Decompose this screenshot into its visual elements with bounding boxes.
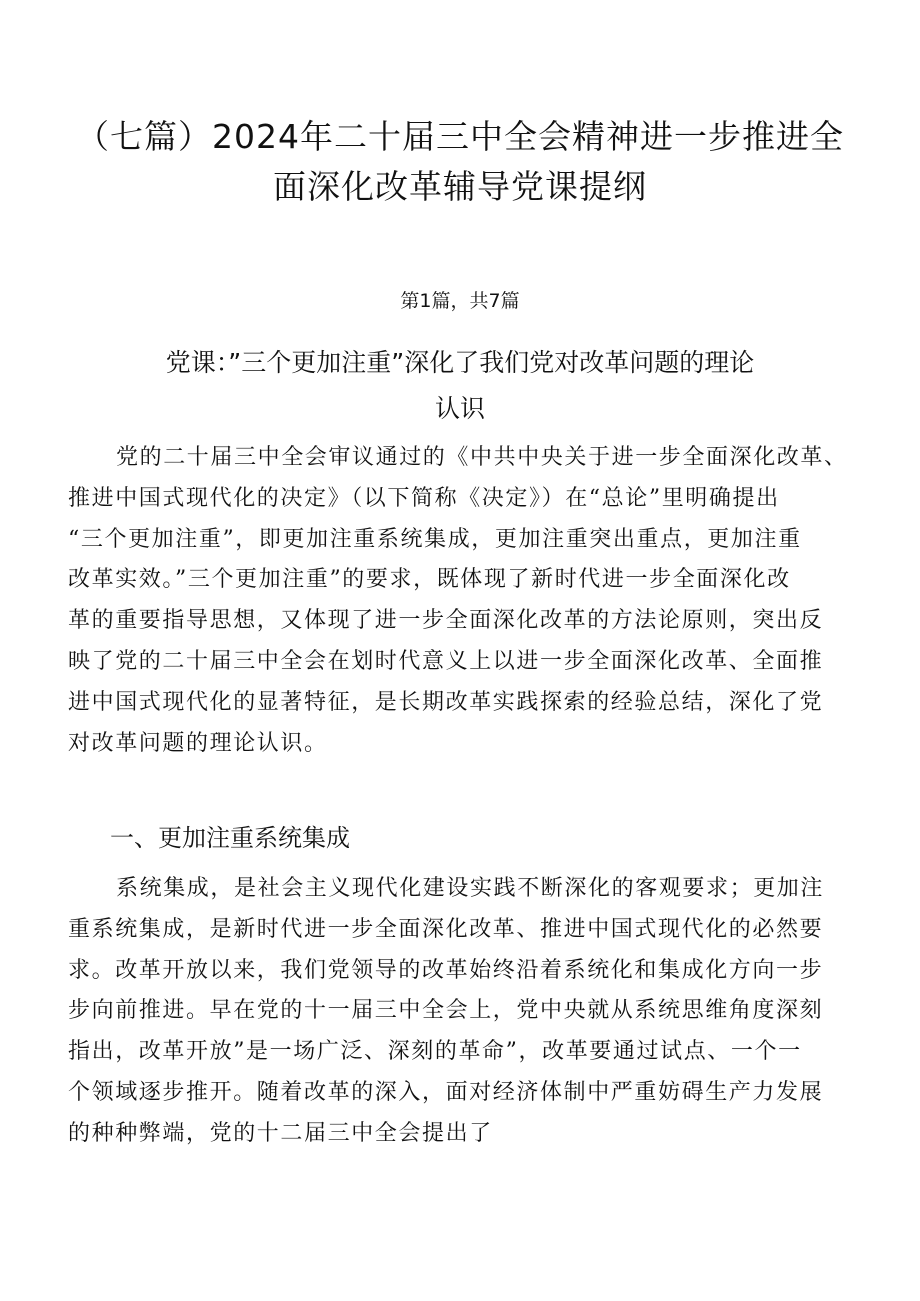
part-label: 第1篇，共7篇 <box>400 290 520 312</box>
paragraph-line: 步向前推进。早在党的十一届三中全会上，党中央就从系统思维角度深刻 <box>68 998 824 1024</box>
paragraph-line: 重系统集成，是新时代进一步全面深化改革、推进中国式现代化的必然要 <box>68 916 824 942</box>
lesson-title-line-1: 党课：”三个更加注重”深化了我们党对改革问题的理论 <box>165 348 755 377</box>
paragraph-intro <box>68 438 858 764</box>
paragraph-line: 求。改革开放以来，我们党领导的改革始终沿着系统化和集成化方向一步 <box>68 957 824 983</box>
paragraph-system-integration <box>68 869 858 1155</box>
paragraph-line: 的种种弊端，党的十二届三中全会提出了 <box>68 1120 493 1146</box>
document-title <box>60 112 860 212</box>
lesson-title-line-2: 认识 <box>434 394 485 423</box>
paragraph-line: 改革实效。”三个更加注重”的要求，既体现了新时代进一步全面深化改 <box>68 567 791 593</box>
paragraph-line: 党的二十届三中全会审议通过的《中共中央关于进一步全面深化改革、 <box>116 445 848 470</box>
paragraph-line: 对改革问题的理论认识。 <box>68 730 328 756</box>
paragraph-line: 指出，改革开放”是一场广泛、深刻的革命”，改革要通过试点、一个一 <box>68 1039 802 1065</box>
paragraph-line: 系统集成，是社会主义现代化建设实践不断深化的客观要求；更加注 <box>116 876 825 901</box>
paragraph-line: 映了党的二十届三中全会在划时代意义上以进一步全面深化改革、全面推 <box>68 648 824 674</box>
paragraph-line: 进中国式现代化的显著特征，是长期改革实践探索的经验总结，深化了党 <box>68 689 824 715</box>
lesson-title <box>60 340 860 432</box>
paragraph-line: 个领域逐步推开。随着改革的深入，面对经济体制中严重妨碍生产力发展 <box>68 1079 824 1105</box>
section-heading: 一、更加注重系统集成 <box>110 824 350 852</box>
paragraph-line: 推进中国式现代化的决定》（以下简称《决定》）在“总论”里明确提出 <box>68 485 780 511</box>
document-title-line-1: （七篇）2024年二十届三中全会精神进一步推进全 <box>76 117 844 156</box>
paragraph-line: 革的重要指导思想，又体现了进一步全面深化改革的方法论原则，突出反 <box>68 608 824 634</box>
paragraph-line: “三个更加注重”，即更加注重系统集成，更加注重突出重点，更加注重 <box>68 526 802 552</box>
document-title-line-2: 面深化改革辅导党课提纲 <box>273 167 647 206</box>
